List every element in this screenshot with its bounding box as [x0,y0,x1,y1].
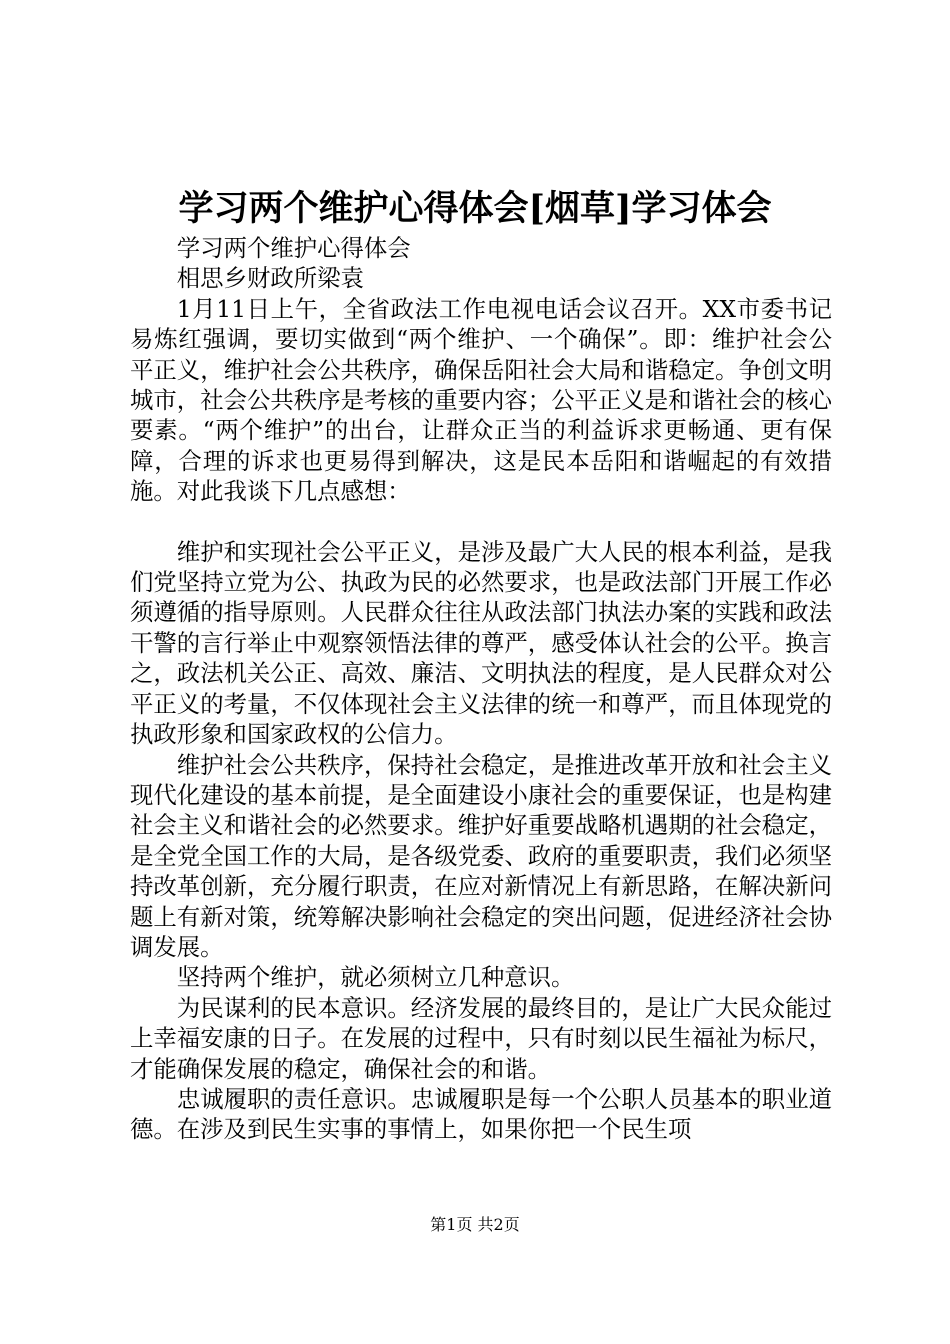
document-title: 学习两个维护心得体会[烟草]学习体会 [178,188,772,229]
page-number-footer: 第1页 共2页 [430,1215,520,1234]
document-subtitle: 学习两个维护心得体会 [176,234,411,262]
paragraph-6: 忠诚履职的责任意识。忠诚履职是每一个公职人员基本的职业道德。在涉及到民生实事的事情上，如果你把一个民生项 [130,1084,832,1144]
paragraph-4: 坚持两个维护，就必须树立几种意识。 [176,963,575,992]
paragraph-2: 维护和实现社会公平正义，是涉及最广大人民的根本利益，是我们党坚持立党为公、执政为民的必然要求，也是政法部门开展工作必须遵循的指导原则。人民群众往往从政法部门执法办案的实践和政法干警的言行举止中观察领悟法律的尊严，感受体认社会的公平。换言之，政法机关公正、高效、廉洁、文明执法的程度，是人民群众对公平正义的考量，不仅体现社会主义法律的统一和尊严，而且体现党的执政形象和国家政权的公信力。 [130,537,832,749]
paragraph-5: 为民谋利的民本意识。经济发展的最终目的，是让广大民众能过上幸福安康的日子。在发展的过程中，只有时刻以民生福祉为标尺，才能确保发展的稳定，确保社会的和谐。 [130,993,832,1083]
paragraph-1: 1月11日上午，全省政法工作电视电话会议召开。XX市委书记易炼红强调，要切实做到“两个维护、一个确保”。即：维护社会公平正义，维护社会公共秩序，确保岳阳社会大局和谐稳定。争创文明城市，社会公共秩序是考核的重要内容；公平正义是和谐社会的核心要素。“两个维护”的出台，让群众正当的利益诉求更畅通、更有保障，合理的诉求也更易得到解决，这是民本岳阳和谐崛起的有效措施。对此我谈下几点感想： [130,294,832,506]
paragraph-3: 维护社会公共秩序，保持社会稳定，是推进改革开放和社会主义现代化建设的基本前提，是全面建设小康社会的重要保证，也是构建社会主义和谐社会的必然要求。维护好重要战略机遇期的社会稳定，是全党全国工作的大局，是各级党委、政府的重要职责，我们必须坚持改革创新，充分履行职责，在应对新情况上有新思路，在解决新问题上有新对策，统筹解决影响社会稳定的突出问题，促进经济社会协调发展。 [130,750,832,961]
document-author: 相思乡财政所梁袁 [176,264,364,293]
document-body [130,233,832,1145]
